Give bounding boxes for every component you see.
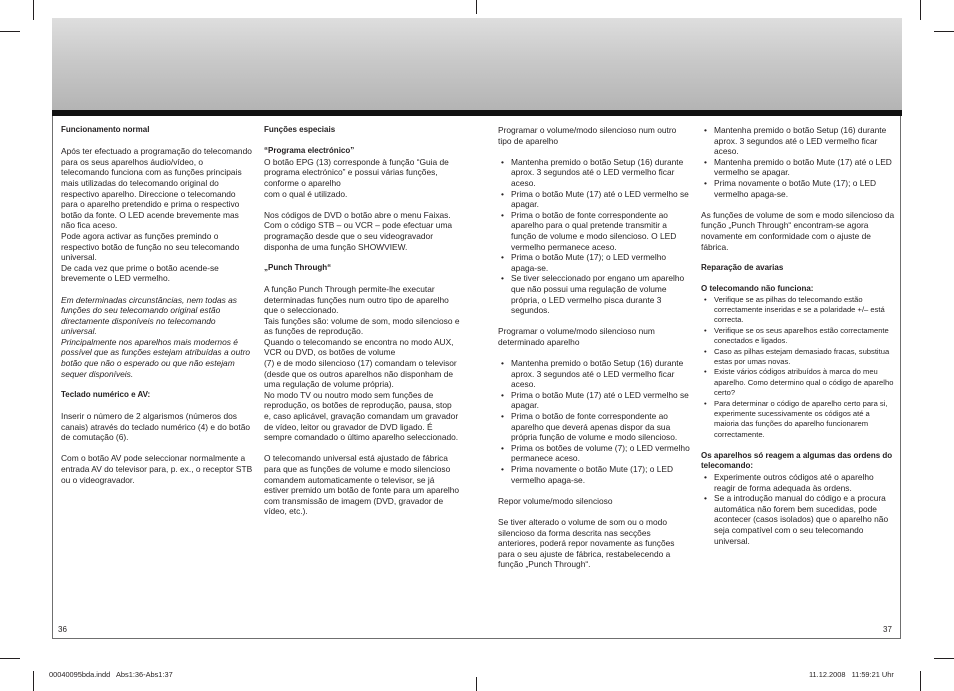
body-paragraph: O botão EPG (13) corresponde à função “Guia de programa electrónico” e possui várias funções, conforme o aparelho com o qual é utilizado.	[264, 156, 449, 199]
bullet-item: • Experimente outros códigos até o aparelho reagir de forma adequada às ordens.	[701, 472, 895, 493]
section-heading: “Programa electrónico”	[264, 146, 355, 156]
bullet-list	[701, 295, 895, 441]
bullet-item: • Caso as pilhas estejam demasiado fracas, substitua estas por umas novas.	[701, 347, 895, 368]
bullet-item: • Se tiver seleccionado por engano um aparelho que não possui uma regulação de volume própria, o LED vermelho pisca durante 3 segundos.	[498, 273, 692, 315]
bullet-item: • Prima o botão Mute (17); o LED vermelho apaga-se.	[498, 252, 692, 273]
section-heading: Os aparelhos só reagem a algumas das ordens do telecomando:	[701, 450, 893, 471]
bullet-item: • Prima novamente o botão Mute (17); o LED vermelho apaga-se.	[498, 464, 692, 485]
body-paragraph: Programar o volume/modo silencioso num determinado aparelho	[498, 326, 655, 347]
footer-timestamp: 11.12.2008 11:59:21 Uhr	[809, 670, 894, 679]
bullet-list	[701, 125, 895, 199]
crop-mark	[476, 677, 477, 691]
right-column-1	[498, 125, 692, 581]
section-heading: „Punch Through“	[264, 262, 332, 272]
bullet-item: • Mantenha premido o botão Setup (16) durante aprox. 3 segundos até o LED vermelho ficar aceso.	[498, 157, 692, 189]
bullet-item: • Mantenha premido o botão Mute (17) até o LED vermelho se apagar.	[701, 157, 895, 178]
section-heading: O telecomando não funciona:	[701, 283, 814, 293]
left-column-1	[61, 125, 253, 496]
page-number-right: 37	[883, 625, 892, 634]
body-paragraph: Se tiver alterado o volume de som ou o modo silencioso da forma descrita nas secções anteriores, poderá repor novamente as funções para o seu ajuste de fábrica, restabelecendo a função „Punch Through“.	[498, 516, 675, 570]
bullet-item: • Para determinar o código de aparelho certo para si, experimente sucessivamente os códigos até a maioria das funções do aparelho funcionarem correctamente.	[701, 399, 895, 441]
footer-file-info: 00040095bda.indd Abs1:36-Abs1:37	[49, 670, 173, 679]
bullet-item: • Prima o botão de fonte correspondente ao aparelho que deverá apenas dispor da sua própria função de volume e modo silencioso.	[498, 411, 692, 443]
body-paragraph: Nos códigos de DVD o botão abre o menu Faixas. Com o código STB – ou VCR – pode efectuar uma programação desde que o seu videogravador disponha de uma função SHOWVIEW.	[264, 209, 453, 252]
bullet-item: • Mantenha premido o botão Setup (16) durante aprox. 3 segundos até o LED vermelho ficar aceso.	[498, 358, 692, 390]
header-banner	[52, 18, 902, 110]
body-paragraph: Após ter efectuado a programação do telecomando para os seus aparelhos áudio/vídeo, o telecomando funciona com as funções principais mais utilizadas do telecomando original do respectivo aparelho. Direccione o telecomando para o aparelho pretendido e prima o respectivo botão da fonte. O LED acende brevemente mas não fica aceso. Pode agora activar as funções premindo o respectivo botão de função no seu telecomando universal. De cada vez que prime o botão acende-se brevemente o LED vermelho.	[61, 146, 252, 284]
bullet-item: • Prima o botão de fonte correspondente ao aparelho para o qual pretende transmitir a função de volume e modo silencioso. O LED vermelho permanece aceso.	[498, 210, 692, 252]
crop-mark	[0, 658, 20, 659]
crop-mark	[33, 0, 34, 20]
bullet-item: • Existe vários códigos atribuídos à marca do meu aparelho. Como determino qual o código de aparelho certo?	[701, 367, 895, 398]
section-heading: Reparação de avarias	[701, 262, 784, 272]
body-paragraph: Com o botão AV pode seleccionar normalmente a entrada AV do televisor para, p. ex., o receptor STB ou o videogravador.	[61, 453, 253, 485]
body-paragraph: A função Punch Through permite-lhe executar determinadas funções num outro tipo de aparelho que o seleccionado. Tais funções são: volume de som, modo silencioso e as funções de reprodução. Quando o telecomando se encontra no modo AUX, VCR ou DVD, os botões de volume (7) e de modo silencioso (17) comandam o televisor (desde que os outros aparelhos não disponham de uma regulação de volume própria). No modo TV ou noutro modo sem funções de reprodução, os botões de reprodução, pausa, stop e, caso aplicável, gravação comandam um gravador de vídeo, leitor ou gravador de DVD ligado. É sempre comandado o último aparelho seleccionado.	[264, 283, 460, 443]
crop-mark	[920, 671, 921, 691]
page-number-left: 36	[58, 625, 67, 634]
bullet-list	[498, 358, 692, 485]
note-paragraph: Em determinadas circunstâncias, nem todas as funções do seu telecomando original estão directamente disponíveis no telecomando universal. Principalmente nos aparelhos mais modernos é possível que as funções estejam atribuídas a outro botão que não o esperado ou que não estejam sequer disponíveis.	[61, 294, 251, 379]
bullet-item: • Verifique se os seus aparelhos estão correctamente conectados e ligados.	[701, 326, 895, 347]
section-heading: Funcionamento normal	[61, 125, 150, 134]
bullet-item: • Se a introdução manual do código e a procura automática não forem bem sucedidas, pode acontecer (casos isolados) que o aparelho não seja compatível com o seu telecomando universal.	[701, 493, 895, 546]
bullet-item: • Prima os botões de volume (7); o LED vermelho permanece aceso.	[498, 443, 692, 464]
bullet-item: • Prima o botão Mute (17) até o LED vermelho se apagar.	[498, 390, 692, 411]
body-paragraph: O telecomando universal está ajustado de fábrica para que as funções de volume e modo silencioso comandem automaticamente o televisor, se já estiver premido um botão de fonte para um aparelho com transmissão de imagem (DVD, gravador de vídeo, etc.).	[264, 453, 460, 517]
section-heading: Funções especiais	[264, 125, 336, 134]
body-paragraph: Programar o volume/modo silencioso num outro tipo de aparelho	[498, 125, 677, 146]
right-column-2	[701, 125, 895, 557]
crop-mark	[934, 31, 954, 32]
left-column-2	[264, 125, 460, 528]
body-paragraph: As funções de volume de som e modo silencioso da função „Punch Through“ encontram-se agora novamente em conformidade com o ajuste de fábrica.	[701, 209, 895, 252]
crop-mark	[920, 0, 921, 20]
bullet-item: • Mantenha premido o botão Setup (16) durante aprox. 3 segundos até o LED vermelho ficar aceso.	[701, 125, 895, 157]
crop-mark	[476, 0, 477, 14]
body-paragraph: Inserir o número de 2 algarismos (números dos canais) através do teclado numérico (4) e do botão de comutação (6).	[61, 411, 251, 443]
bullet-list	[498, 157, 692, 316]
crop-mark	[0, 31, 20, 32]
body-paragraph: Repor volume/modo silencioso	[498, 495, 613, 506]
crop-mark	[33, 671, 34, 691]
section-heading: Teclado numérico e AV:	[61, 389, 151, 399]
bullet-list	[701, 472, 895, 546]
bullet-item: • Verifique se as pilhas do telecomando estão correctamente inseridas e se a polaridade +/– está correcta.	[701, 295, 895, 326]
crop-mark	[934, 658, 954, 659]
bullet-item: • Prima o botão Mute (17) até o LED vermelho se apagar.	[498, 189, 692, 210]
bullet-item: • Prima novamente o botão Mute (17); o LED vermelho apaga-se.	[701, 178, 895, 199]
